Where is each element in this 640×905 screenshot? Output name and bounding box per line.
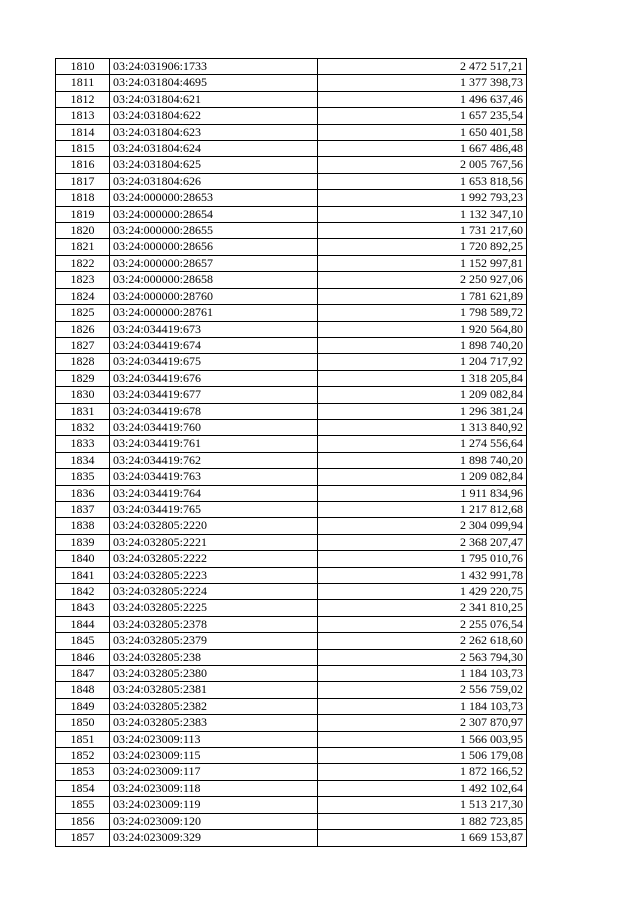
row-number-cell: 1816 [56,157,110,173]
value-cell: 1 513 217,30 [318,797,527,813]
value-cell: 1 731 217,60 [318,223,527,239]
cadastral-number-cell: 03:24:034419:673 [110,321,318,337]
table-row [56,748,527,764]
cadastral-number-cell: 03:24:031804:624 [110,141,318,157]
cadastral-number-cell: 03:24:034419:677 [110,387,318,403]
row-number-cell: 1839 [56,534,110,550]
table-row [56,419,527,435]
value-cell: 2 005 767,56 [318,157,527,173]
value-cell: 1 650 401,58 [318,124,527,140]
value-cell: 1 898 740,20 [318,452,527,468]
value-cell: 1 184 103,73 [318,698,527,714]
table-row [56,337,527,353]
row-number-cell: 1830 [56,387,110,403]
row-number-cell: 1828 [56,354,110,370]
table-row [56,764,527,780]
value-cell: 1 209 082,84 [318,387,527,403]
value-cell: 1 781 621,89 [318,288,527,304]
table-row [56,370,527,386]
cadastral-number-cell: 03:24:032805:2380 [110,666,318,682]
value-cell: 1 217 812,68 [318,501,527,517]
table-row [56,649,527,665]
value-cell: 1 506 179,08 [318,748,527,764]
table-row [56,469,527,485]
row-number-cell: 1842 [56,584,110,600]
cadastral-number-cell: 03:24:000000:28760 [110,288,318,304]
value-cell: 1 313 840,92 [318,419,527,435]
cadastral-number-cell: 03:24:031804:623 [110,124,318,140]
cadastral-number-cell: 03:24:034419:674 [110,337,318,353]
row-number-cell: 1824 [56,288,110,304]
cadastral-number-cell: 03:24:034419:760 [110,419,318,435]
cadastral-number-cell: 03:24:034419:675 [110,354,318,370]
row-number-cell: 1819 [56,206,110,222]
table-row [56,272,527,288]
row-number-cell: 1834 [56,452,110,468]
row-number-cell: 1847 [56,666,110,682]
row-number-cell: 1855 [56,797,110,813]
cadastral-number-cell: 03:24:032805:2220 [110,518,318,534]
row-number-cell: 1849 [56,698,110,714]
table-row [56,387,527,403]
cadastral-number-cell: 03:24:031804:4695 [110,75,318,91]
row-number-cell: 1812 [56,91,110,107]
cadastral-number-cell: 03:24:000000:28658 [110,272,318,288]
table-row [56,452,527,468]
value-cell: 1 318 205,84 [318,370,527,386]
value-cell: 1 667 486,48 [318,141,527,157]
table-row [56,59,527,75]
row-number-cell: 1829 [56,370,110,386]
cadastral-number-cell: 03:24:034419:761 [110,436,318,452]
row-number-cell: 1857 [56,830,110,846]
cadastral-number-cell: 03:24:023009:118 [110,780,318,796]
value-cell: 2 563 794,30 [318,649,527,665]
table-row [56,715,527,731]
row-number-cell: 1836 [56,485,110,501]
cadastral-number-cell: 03:24:031804:621 [110,91,318,107]
cadastral-number-cell: 03:24:023009:120 [110,813,318,829]
table-row [56,255,527,271]
table-row [56,436,527,452]
cadastral-number-cell: 03:24:032805:2223 [110,567,318,583]
row-number-cell: 1822 [56,255,110,271]
table-row [56,780,527,796]
table-row [56,173,527,189]
cadastral-number-cell: 03:24:000000:28655 [110,223,318,239]
cadastral-number-cell: 03:24:023009:119 [110,797,318,813]
table-row [56,584,527,600]
value-cell: 1 209 082,84 [318,469,527,485]
value-cell: 1 882 723,85 [318,813,527,829]
cadastral-number-cell: 03:24:000000:28761 [110,305,318,321]
cadastral-number-cell: 03:24:031804:626 [110,173,318,189]
cadastral-number-cell: 03:24:000000:28653 [110,190,318,206]
value-cell: 2 307 870,97 [318,715,527,731]
value-cell: 2 262 618,60 [318,633,527,649]
table-row [56,239,527,255]
table-row [56,305,527,321]
table-row [56,91,527,107]
value-cell: 1 204 717,92 [318,354,527,370]
value-cell: 1 657 235,54 [318,108,527,124]
table-row [56,223,527,239]
cadastral-number-cell: 03:24:023009:113 [110,731,318,747]
cadastral-number-cell: 03:24:032805:238 [110,649,318,665]
cadastral-number-cell: 03:24:023009:115 [110,748,318,764]
table-row [56,830,527,846]
value-cell: 1 720 892,25 [318,239,527,255]
table-row [56,616,527,632]
cadastral-number-cell: 03:24:023009:329 [110,830,318,846]
table-row [56,124,527,140]
row-number-cell: 1843 [56,600,110,616]
cadastral-number-cell: 03:24:034419:676 [110,370,318,386]
cadastral-number-cell: 03:24:032805:2221 [110,534,318,550]
value-cell: 2 250 927,06 [318,272,527,288]
value-cell: 1 872 166,52 [318,764,527,780]
table-row [56,501,527,517]
value-cell: 2 556 759,02 [318,682,527,698]
value-cell: 1 496 637,46 [318,91,527,107]
table-row [56,108,527,124]
cadastral-number-cell: 03:24:032805:2382 [110,698,318,714]
value-cell: 1 920 564,80 [318,321,527,337]
table-row [56,321,527,337]
table-row [56,731,527,747]
row-number-cell: 1853 [56,764,110,780]
row-number-cell: 1823 [56,272,110,288]
cadastral-number-cell: 03:24:034419:765 [110,501,318,517]
value-cell: 1 492 102,64 [318,780,527,796]
table-row [56,698,527,714]
value-cell: 1 911 834,96 [318,485,527,501]
value-cell: 1 152 997,81 [318,255,527,271]
data-table [55,58,527,847]
cadastral-number-cell: 03:24:034419:678 [110,403,318,419]
table-row [56,403,527,419]
row-number-cell: 1811 [56,75,110,91]
row-number-cell: 1845 [56,633,110,649]
cadastral-number-cell: 03:24:000000:28657 [110,255,318,271]
table-row [56,813,527,829]
row-number-cell: 1825 [56,305,110,321]
value-cell: 1 377 398,73 [318,75,527,91]
table-body [56,59,527,847]
cadastral-number-cell: 03:24:034419:763 [110,469,318,485]
cadastral-number-cell: 03:24:031906:1733 [110,59,318,75]
table-row [56,666,527,682]
table-row [56,633,527,649]
value-cell: 2 304 099,94 [318,518,527,534]
value-cell: 1 432 991,78 [318,567,527,583]
row-number-cell: 1818 [56,190,110,206]
row-number-cell: 1814 [56,124,110,140]
row-number-cell: 1827 [56,337,110,353]
value-cell: 1 274 556,64 [318,436,527,452]
cadastral-number-cell: 03:24:032805:2378 [110,616,318,632]
table-row [56,157,527,173]
cadastral-number-cell: 03:24:032805:2383 [110,715,318,731]
cadastral-number-cell: 03:24:000000:28654 [110,206,318,222]
row-number-cell: 1831 [56,403,110,419]
table-row [56,797,527,813]
row-number-cell: 1832 [56,419,110,435]
cadastral-number-cell: 03:24:000000:28656 [110,239,318,255]
row-number-cell: 1856 [56,813,110,829]
row-number-cell: 1852 [56,748,110,764]
row-number-cell: 1844 [56,616,110,632]
cadastral-number-cell: 03:24:032805:2224 [110,584,318,600]
table-row [56,354,527,370]
table-row [56,75,527,91]
value-cell: 1 296 381,24 [318,403,527,419]
value-cell: 1 669 153,87 [318,830,527,846]
row-number-cell: 1835 [56,469,110,485]
table-row [56,567,527,583]
value-cell: 1 132 347,10 [318,206,527,222]
row-number-cell: 1810 [56,59,110,75]
table-row [56,600,527,616]
cadastral-number-cell: 03:24:032805:2222 [110,551,318,567]
value-cell: 1 566 003,95 [318,731,527,747]
row-number-cell: 1821 [56,239,110,255]
table-row [56,534,527,550]
value-cell: 2 472 517,21 [318,59,527,75]
cadastral-number-cell: 03:24:031804:622 [110,108,318,124]
row-number-cell: 1850 [56,715,110,731]
row-number-cell: 1846 [56,649,110,665]
row-number-cell: 1854 [56,780,110,796]
table-row [56,682,527,698]
cadastral-number-cell: 03:24:034419:764 [110,485,318,501]
row-number-cell: 1851 [56,731,110,747]
row-number-cell: 1848 [56,682,110,698]
row-number-cell: 1841 [56,567,110,583]
cadastral-number-cell: 03:24:032805:2381 [110,682,318,698]
row-number-cell: 1817 [56,173,110,189]
value-cell: 1 795 010,76 [318,551,527,567]
value-cell: 1 898 740,20 [318,337,527,353]
row-number-cell: 1838 [56,518,110,534]
row-number-cell: 1813 [56,108,110,124]
value-cell: 1 653 818,56 [318,173,527,189]
value-cell: 2 368 207,47 [318,534,527,550]
cadastral-number-cell: 03:24:032805:2225 [110,600,318,616]
row-number-cell: 1820 [56,223,110,239]
table-row [56,551,527,567]
table-row [56,288,527,304]
row-number-cell: 1826 [56,321,110,337]
row-number-cell: 1815 [56,141,110,157]
table-row [56,190,527,206]
value-cell: 1 992 793,23 [318,190,527,206]
value-cell: 1 429 220,75 [318,584,527,600]
value-cell: 1 184 103,73 [318,666,527,682]
value-cell: 1 798 589,72 [318,305,527,321]
cadastral-number-cell: 03:24:034419:762 [110,452,318,468]
row-number-cell: 1837 [56,501,110,517]
table-row [56,141,527,157]
cadastral-number-cell: 03:24:032805:2379 [110,633,318,649]
table-row [56,518,527,534]
row-number-cell: 1840 [56,551,110,567]
cadastral-number-cell: 03:24:023009:117 [110,764,318,780]
table-row [56,485,527,501]
row-number-cell: 1833 [56,436,110,452]
cadastral-number-cell: 03:24:031804:625 [110,157,318,173]
table-row [56,206,527,222]
value-cell: 2 341 810,25 [318,600,527,616]
value-cell: 2 255 076,54 [318,616,527,632]
